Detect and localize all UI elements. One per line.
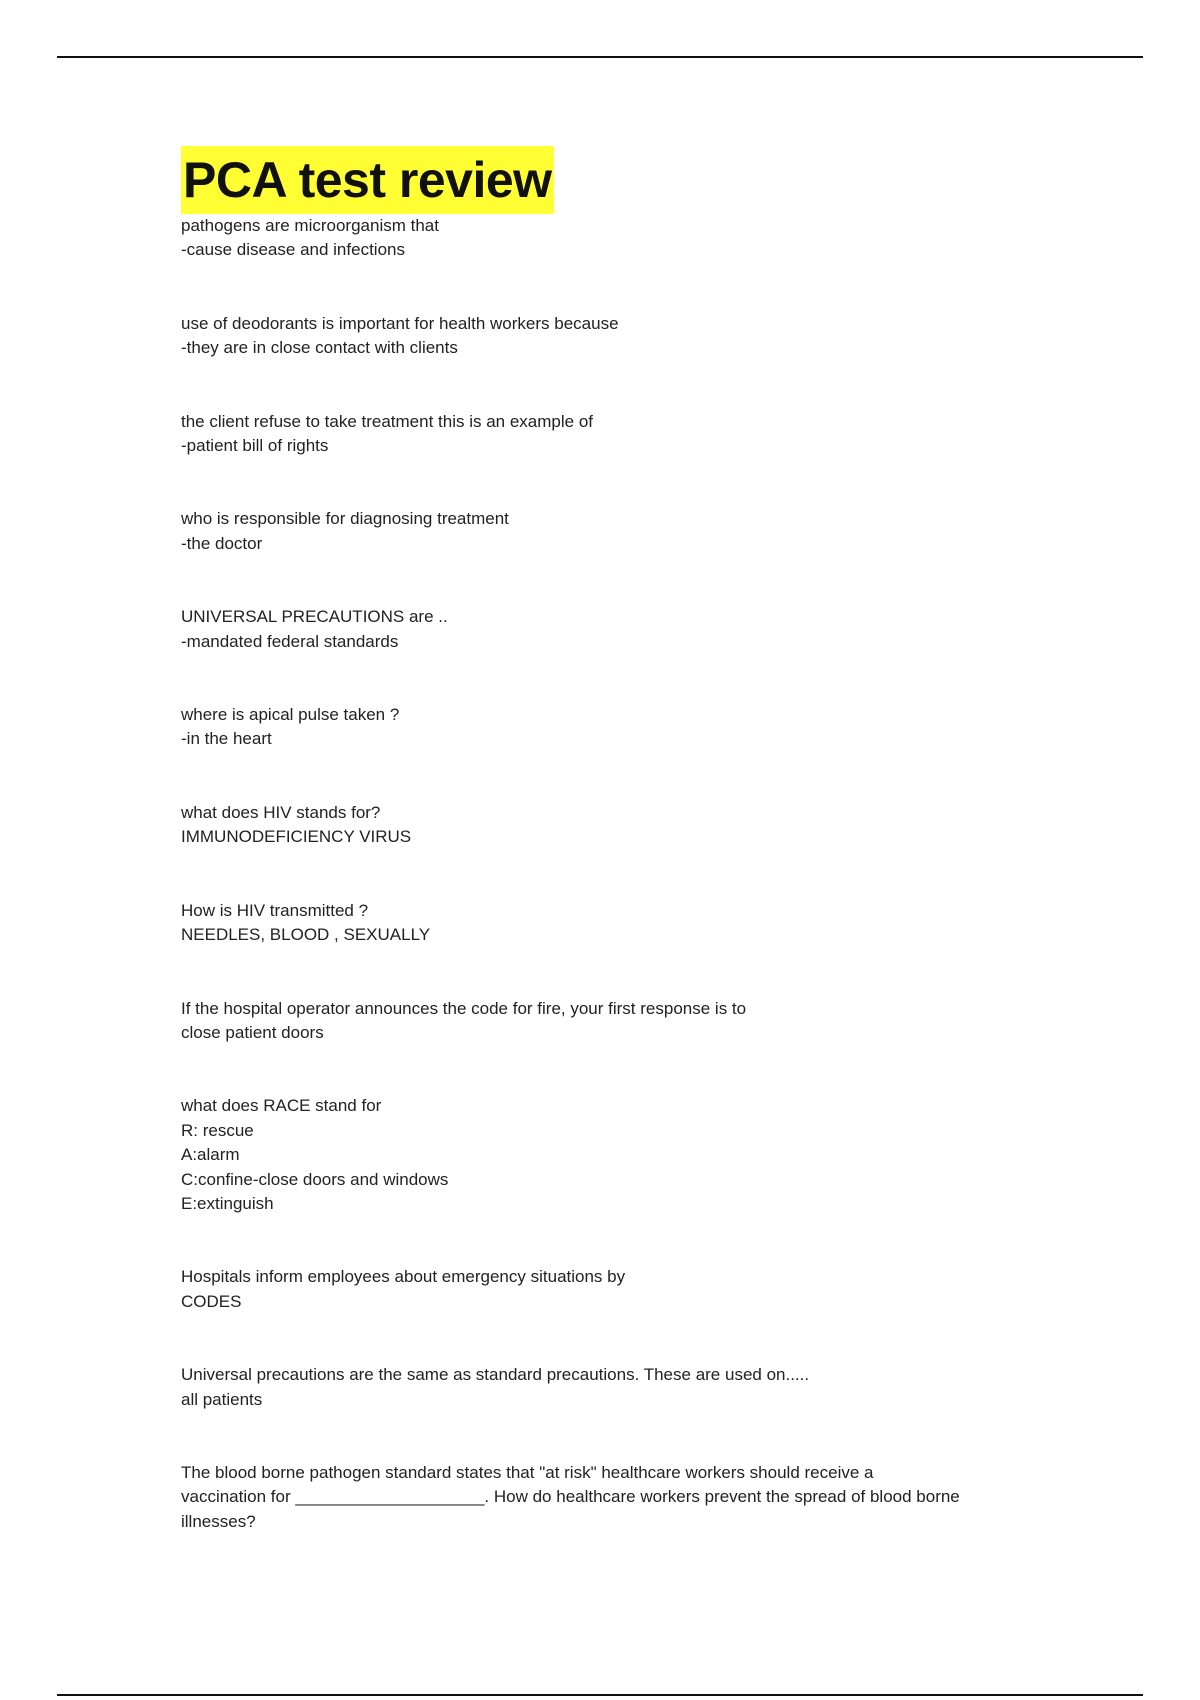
document-title: PCA test review: [181, 146, 554, 214]
question-text: If the hospital operator announces the code for fire, your first response is to: [181, 998, 747, 1018]
qa-item: [181, 507, 1061, 556]
answer-text: -the doctor: [181, 533, 263, 553]
question-text: Hospitals inform employees about emergency situations by: [181, 1267, 626, 1287]
top-rule: [57, 56, 1143, 58]
qa-item: [181, 899, 1061, 948]
question-text: the client refuse to take treatment this is an example of: [181, 411, 593, 431]
qa-item: [181, 1363, 1061, 1412]
answer-text: CODES: [181, 1291, 242, 1311]
qa-item: [181, 605, 1061, 654]
qa-item: [181, 1265, 1061, 1314]
answer-text: -mandated federal standards: [181, 631, 399, 651]
question-text: How is HIV transmitted ?: [181, 900, 369, 920]
question-line: vaccination for ____________________. How do healthcare workers prevent the spread of blood borne: [181, 1487, 960, 1507]
bottom-rule: [57, 1694, 1143, 1696]
qa-item: [181, 312, 1061, 361]
answer-text: -cause disease and infections: [181, 240, 405, 260]
question-text: who is responsible for diagnosing treatment: [181, 509, 509, 529]
question-line: The blood borne pathogen standard states that "at risk" healthcare workers should receive a: [181, 1462, 874, 1482]
answer-text: all patients: [181, 1389, 263, 1409]
qa-item: [181, 1461, 1061, 1534]
answer-line: E:extinguish: [181, 1193, 274, 1213]
answer-text: IMMUNODEFICIENCY VIRUS: [181, 827, 412, 847]
question-text: use of deodorants is important for health workers because: [181, 313, 619, 333]
question-text: what does RACE stand for: [181, 1096, 382, 1116]
qa-item: [181, 801, 1061, 850]
answer-text: close patient doors: [181, 1022, 324, 1042]
answer-text: -in the heart: [181, 729, 272, 749]
qa-item: [181, 1094, 1061, 1216]
answer-line: R: rescue: [181, 1120, 254, 1140]
question-text: what does HIV stands for?: [181, 802, 381, 822]
qa-item: [181, 703, 1061, 752]
question-text: Universal precautions are the same as standard precautions. These are used on.....: [181, 1365, 810, 1385]
question-text: pathogens are microorganism that: [181, 216, 439, 235]
question-line: illnesses?: [181, 1511, 256, 1531]
qa-item: [181, 997, 1061, 1046]
qa-item: [181, 410, 1061, 459]
qa-item: [181, 214, 1061, 263]
answer-text: -they are in close contact with clients: [181, 338, 458, 358]
answer-line: A:alarm: [181, 1145, 240, 1165]
answer-line: C:confine-close doors and windows: [181, 1169, 449, 1189]
answer-text: NEEDLES, BLOOD , SEXUALLY: [181, 925, 431, 945]
question-text: where is apical pulse taken ?: [181, 705, 400, 725]
question-text: UNIVERSAL PRECAUTIONS are ..: [181, 607, 448, 627]
answer-text: -patient bill of rights: [181, 436, 329, 456]
document-body: [181, 146, 1061, 1583]
qa-list: [181, 214, 1061, 1534]
